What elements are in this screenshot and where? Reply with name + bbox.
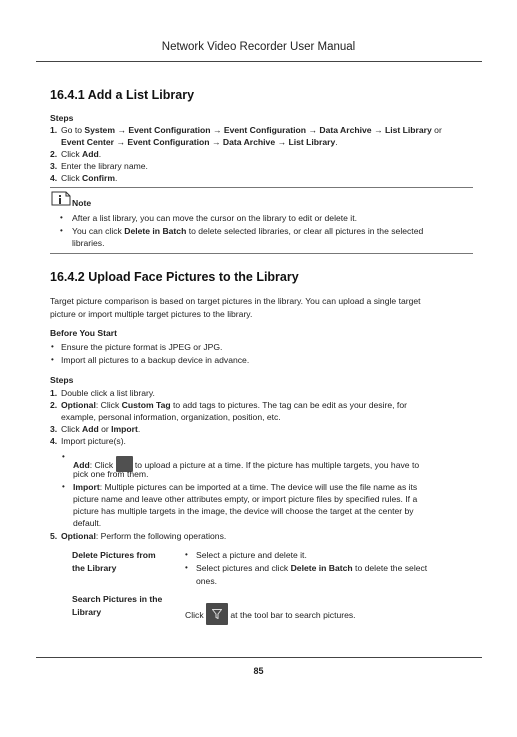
search-filter-button-icon — [206, 603, 228, 625]
bullet-icon: • — [185, 563, 188, 572]
import-item-continued-1: picture name and leave other attributes empty, or import picture files by specified rules. If a — [73, 494, 418, 504]
steps-label: Steps — [50, 375, 74, 385]
note-item-2: You can click Delete in Batch to delete selected libraries, or clear all pictures in the selected — [72, 226, 424, 236]
table-row-2-label-continued: Library — [72, 607, 102, 617]
step-1: 1. Double click a list library. — [50, 388, 155, 398]
bullet-icon: • — [60, 226, 63, 235]
steps-label: Steps — [50, 113, 74, 123]
table-row-2-text: Click at the tool bar to search pictures. — [185, 603, 356, 625]
bullet-icon: • — [62, 482, 65, 491]
import-item: Import: Multiple pictures can be imported at a time. The device will use the file name as its — [73, 482, 418, 492]
step-2-continued: example, personal information, organization, position, etc. — [61, 412, 281, 422]
page-number: 85 — [253, 666, 264, 676]
step-3: 3. Click Add or Import. — [50, 424, 141, 434]
table-row-2-label: Search Pictures in the — [72, 594, 163, 604]
step-1-continued: Event Center → Event Configuration → Data Archive → List Library. — [61, 137, 338, 147]
note-top-rule — [50, 187, 473, 188]
import-item-continued-3: default. — [73, 518, 102, 528]
footer-divider — [36, 657, 482, 658]
table-row-1-label: Delete Pictures from — [72, 550, 156, 560]
page-header: Network Video Recorder User Manual — [161, 41, 356, 53]
table-row-1-item-1: Select a picture and delete it. — [196, 550, 307, 560]
import-item-continued-2: picture has multiple targets in the image, the device will choose the target at the center by — [73, 506, 414, 516]
note-bottom-rule — [50, 253, 473, 254]
note-label: Note — [72, 198, 92, 208]
bullet-icon: • — [51, 355, 54, 364]
note-icon — [51, 190, 71, 206]
table-row-1-label-continued: the Library — [72, 563, 117, 573]
before-item-1: Ensure the picture format is JPEG or JPG. — [61, 342, 223, 352]
intro-line-1: Target picture comparison is based on target pictures in the library. You can upload a single target — [50, 296, 421, 306]
bullet-icon: • — [51, 342, 54, 351]
bullet-icon: • — [185, 550, 188, 559]
before-item-2: Import all pictures to a backup device in advance. — [61, 355, 250, 365]
header-divider — [36, 61, 482, 62]
step-5: 5. Optional: Perform the following operations. — [50, 531, 227, 541]
note-item-1: After a list library, you can move the cursor on the library to edit or delete it. — [72, 213, 357, 223]
intro-line-2: picture or import multiple target pictures to the library. — [50, 309, 253, 319]
step-4: 4. Import picture(s). — [50, 436, 126, 446]
add-item: Add: Click to upload a picture at a time. If the picture has multiple targets, you have to — [73, 456, 419, 472]
step-2: 2. Click Add. — [50, 149, 102, 159]
table-row-1-item-2-continued: ones. — [196, 576, 218, 586]
note-item-2-continued: libraries. — [72, 238, 105, 248]
table-row-1-item-2: Select pictures and click Delete in Batch to delete the select — [196, 563, 428, 573]
bullet-icon: • — [60, 213, 63, 222]
bullet-icon: • — [62, 452, 65, 461]
before-you-start-label: Before You Start — [50, 328, 118, 338]
add-item-continued: pick one from them. — [73, 469, 149, 479]
section-heading-add-list-library: 16.4.1 Add a List Library — [50, 88, 195, 102]
step-4: 4. Click Confirm. — [50, 173, 118, 183]
section-heading-upload-face-pictures: 16.4.2 Upload Face Pictures to the Library — [50, 270, 299, 284]
step-1: 1. Go to System → Event Configuration → Event Configuration → Data Archive → List Library or — [50, 125, 442, 135]
step-3: 3. Enter the library name. — [50, 161, 148, 171]
step-2: 2. Optional: Click Custom Tag to add tags to pictures. The tag can be edit as your desire, for — [50, 400, 407, 410]
